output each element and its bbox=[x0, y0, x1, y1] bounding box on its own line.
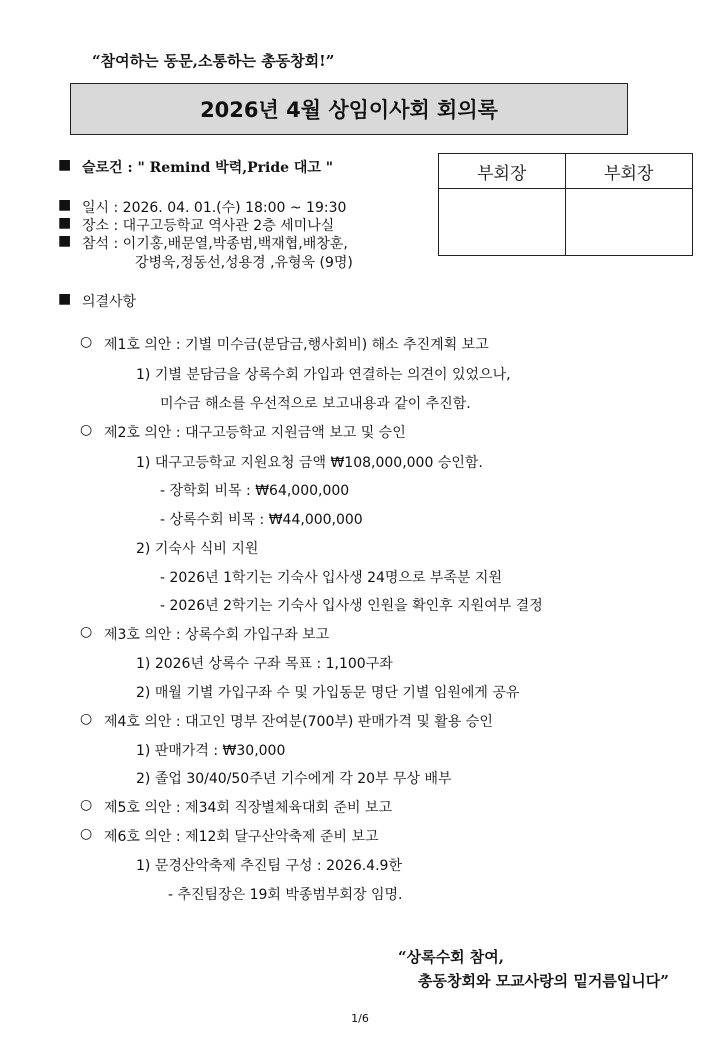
signature-table bbox=[438, 153, 693, 256]
closing-line-2: 총동창회와 모교사랑의 밑거름입니다” bbox=[418, 972, 669, 990]
bullet-square-icon: ■ bbox=[58, 157, 72, 173]
bullet-square-icon: ■ bbox=[58, 215, 72, 231]
agenda-item-3: 제3호 의안 : 상록수회 가입구좌 보고 bbox=[104, 627, 330, 643]
circle-bullet-icon: ○ bbox=[80, 334, 93, 350]
signature-cell-2 bbox=[566, 189, 693, 255]
agenda-item-4-line: 1) 판매가격 : ₩30,000 bbox=[136, 743, 286, 759]
page-title: 2026년 4월 상임이사회 회의록 bbox=[200, 98, 498, 122]
meeting-date: 일시 : 2026. 04. 01.(수) 18:00 ~ 19:30 bbox=[82, 200, 347, 216]
bullet-square-icon: ■ bbox=[58, 197, 72, 213]
agenda-heading: 의결사항 bbox=[82, 294, 137, 310]
circle-bullet-icon: ○ bbox=[80, 422, 93, 438]
agenda-item-2-line: 1) 대구고등학교 지원요청 금액 ₩108,000,000 승인함. bbox=[136, 455, 483, 471]
agenda-item-3-line: 1) 2026년 상록수 구좌 목표 : 1,100구좌 bbox=[136, 656, 393, 672]
attendees-line-1: 참석 : 이기홍,배문열,박종범,백재협,배창훈, bbox=[82, 236, 348, 252]
title-box bbox=[70, 83, 628, 135]
closing-line-1: “상록수회 참여, bbox=[398, 948, 505, 966]
bullet-square-icon: ■ bbox=[58, 233, 72, 249]
circle-bullet-icon: ○ bbox=[80, 624, 93, 640]
attendees-line-2: 강병욱,정동선,성용경 ,유형욱 (9명) bbox=[135, 255, 353, 271]
agenda-item-1-line: 1) 기별 분담금을 상록수회 가입과 연결하는 의견이 있었으나, bbox=[136, 367, 511, 383]
page-number: 1/6 bbox=[351, 1012, 369, 1025]
agenda-item-4-line: 2) 졸업 30/40/50주년 기수에게 각 20부 무상 배부 bbox=[136, 771, 452, 787]
circle-bullet-icon: ○ bbox=[80, 797, 93, 813]
signature-cell-1 bbox=[439, 189, 566, 255]
signature-header-2: 부회장 bbox=[566, 154, 693, 189]
motto: “참여하는 동문,소통하는 총동창회!” bbox=[92, 52, 335, 70]
agenda-item-3-line: 2) 매월 기별 가입구좌 수 및 가입동문 명단 기별 임원에게 공유 bbox=[136, 685, 520, 701]
bullet-square-icon: ■ bbox=[58, 291, 72, 307]
circle-bullet-icon: ○ bbox=[80, 826, 93, 842]
agenda-item-2: 제2호 의안 : 대구고등학교 지원금액 보고 및 승인 bbox=[104, 425, 406, 441]
agenda-item-6-line: - 추진팀장은 19회 박종범부회장 임명. bbox=[168, 887, 403, 903]
agenda-item-2-line: - 2026년 1학기는 기숙사 입사생 24명으로 부족분 지원 bbox=[160, 570, 502, 586]
agenda-item-6-line: 1) 문경산악축제 추진팀 구성 : 2026.4.9한 bbox=[136, 858, 402, 874]
meeting-place: 장소 : 대구고등학교 역사관 2층 세미나실 bbox=[82, 218, 335, 234]
agenda-item-6: 제6호 의안 : 제12회 달구산악축제 준비 보고 bbox=[104, 829, 379, 845]
agenda-item-4: 제4호 의안 : 대고인 명부 잔여분(700부) 판매가격 및 활용 승인 bbox=[104, 714, 493, 730]
slogan: 슬로건 : " Remind 박력,Pride 대고 " bbox=[82, 160, 334, 176]
signature-header-1: 부회장 bbox=[439, 154, 566, 189]
agenda-item-2-line: - 2026년 2학기는 기숙사 입사생 인원을 확인후 지원여부 결정 bbox=[160, 598, 543, 614]
agenda-item-5: 제5호 의안 : 제34회 직장별체육대회 준비 보고 bbox=[104, 800, 393, 816]
agenda-item-2-line: 2) 기숙사 식비 지원 bbox=[136, 541, 259, 557]
agenda-item-2-line: - 상록수회 비목 : ₩44,000,000 bbox=[160, 512, 363, 528]
circle-bullet-icon: ○ bbox=[80, 711, 93, 727]
agenda-item-2-line: - 장학회 비목 : ₩64,000,000 bbox=[160, 483, 350, 499]
agenda-item-1-line: 미수금 해소를 우선적으로 보고내용과 같이 추진함. bbox=[160, 396, 471, 412]
agenda-item-1: 제1호 의안 : 기별 미수금(분담금,행사회비) 해소 추진계획 보고 bbox=[104, 337, 489, 353]
